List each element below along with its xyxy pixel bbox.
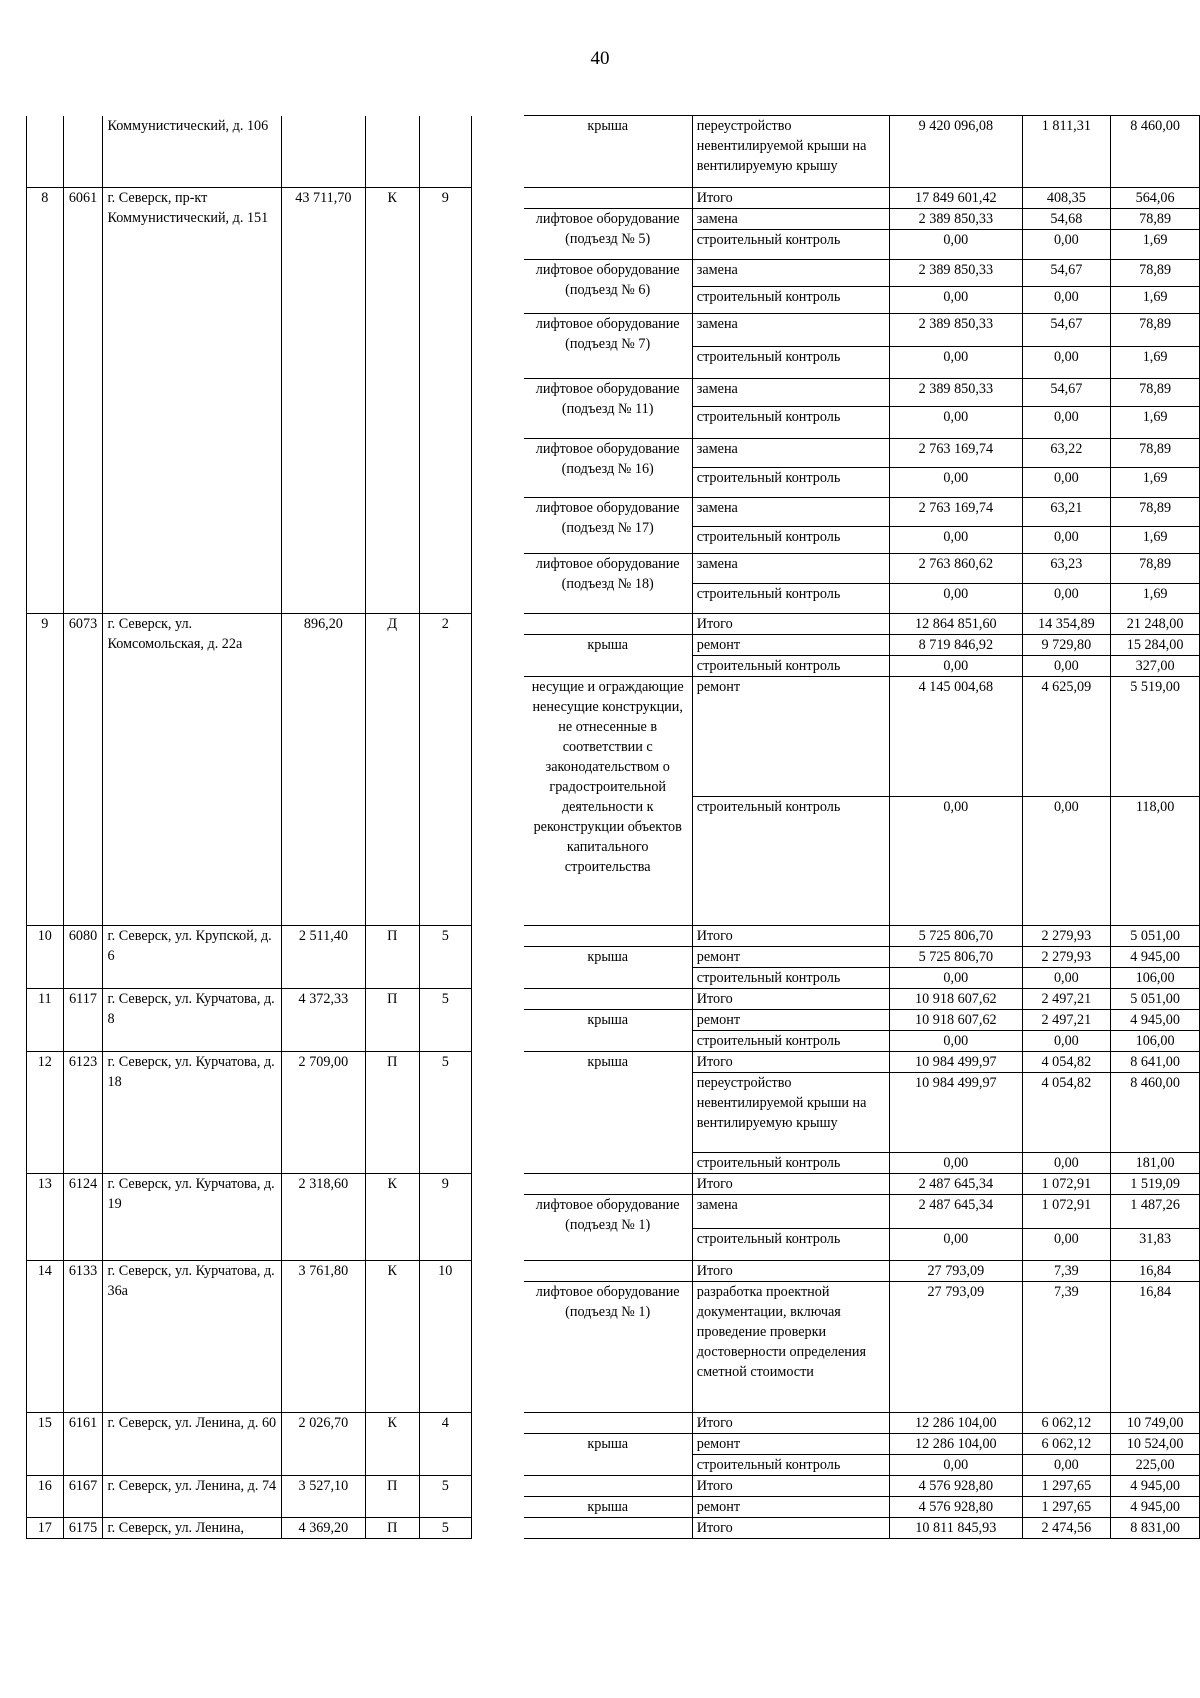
work-name-cell: ремонт — [692, 635, 889, 656]
cost-cell: 2 763 169,74 — [890, 498, 1022, 527]
floors-cell — [419, 116, 471, 188]
cost-per-m2-cell: 0,00 — [1022, 968, 1111, 989]
work-type-cell — [524, 188, 693, 209]
work-name-cell: строительный контроль — [692, 527, 889, 554]
repair-program-table — [26, 115, 1200, 1539]
table-row — [27, 1413, 1200, 1434]
cost-cell: 10 984 499,97 — [890, 1052, 1022, 1073]
cost-cell: 0,00 — [890, 1455, 1022, 1476]
cost-per-m2-cell: 0,00 — [1022, 468, 1111, 498]
floors-cell: 5 — [419, 989, 471, 1052]
limit-cost-cell: 21 248,00 — [1111, 614, 1200, 635]
address-cell: г. Северск, ул. Ленина, д. 60 — [103, 1413, 281, 1476]
area-cell: 896,20 — [281, 614, 365, 926]
limit-cost-cell: 78,89 — [1111, 379, 1200, 407]
work-name-cell: Итого — [692, 926, 889, 947]
cost-cell: 5 725 806,70 — [890, 947, 1022, 968]
work-name-cell: Итого — [692, 1476, 889, 1497]
table-row — [27, 116, 1200, 188]
floors-cell: 5 — [419, 1518, 471, 1539]
address-cell: г. Северск, ул. Курчатова, д. 18 — [103, 1052, 281, 1174]
category-cell: К — [365, 188, 419, 614]
floors-cell: 10 — [419, 1261, 471, 1413]
limit-cost-cell: 1,69 — [1111, 468, 1200, 498]
area-cell — [281, 116, 365, 188]
address-cell: г. Северск, ул. Ленина, — [103, 1518, 281, 1539]
cost-cell: 9 420 096,08 — [890, 116, 1022, 188]
cost-cell: 2 487 645,34 — [890, 1195, 1022, 1229]
category-cell: К — [365, 1413, 419, 1476]
house-code-cell: 6167 — [63, 1476, 103, 1518]
cost-cell: 4 145 004,68 — [890, 677, 1022, 797]
address-cell: Коммунистический, д. 106 — [103, 116, 281, 188]
work-name-cell: Итого — [692, 1174, 889, 1195]
house-code-cell: 6117 — [63, 989, 103, 1052]
limit-cost-cell: 4 945,00 — [1111, 1010, 1200, 1031]
table-row — [27, 188, 1200, 209]
cost-per-m2-cell: 4 625,09 — [1022, 677, 1111, 797]
cost-cell: 0,00 — [890, 1031, 1022, 1052]
work-name-cell: ремонт — [692, 1497, 889, 1518]
table-row — [27, 1518, 1200, 1539]
work-name-cell: замена — [692, 379, 889, 407]
cost-per-m2-cell: 1 072,91 — [1022, 1195, 1111, 1229]
cost-cell: 0,00 — [890, 230, 1022, 260]
work-name-cell: замена — [692, 498, 889, 527]
area-cell: 2 511,40 — [281, 926, 365, 989]
column-gap — [471, 1413, 523, 1476]
cost-cell: 8 719 846,92 — [890, 635, 1022, 656]
work-name-cell: строительный контроль — [692, 468, 889, 498]
cost-per-m2-cell: 63,22 — [1022, 439, 1111, 468]
column-gap — [471, 614, 523, 926]
column-gap — [471, 188, 523, 614]
work-name-cell: Итого — [692, 1413, 889, 1434]
cost-per-m2-cell: 4 054,82 — [1022, 1052, 1111, 1073]
cost-cell: 17 849 601,42 — [890, 188, 1022, 209]
limit-cost-cell: 1,69 — [1111, 287, 1200, 314]
limit-cost-cell: 10 749,00 — [1111, 1413, 1200, 1434]
area-cell: 2 026,70 — [281, 1413, 365, 1476]
cost-per-m2-cell: 0,00 — [1022, 584, 1111, 614]
cost-cell: 2 389 850,33 — [890, 314, 1022, 347]
limit-cost-cell: 1,69 — [1111, 527, 1200, 554]
limit-cost-cell: 8 831,00 — [1111, 1518, 1200, 1539]
floors-cell: 9 — [419, 1174, 471, 1261]
cost-per-m2-cell: 63,23 — [1022, 554, 1111, 584]
house-code-cell: 6124 — [63, 1174, 103, 1261]
cost-per-m2-cell: 54,67 — [1022, 314, 1111, 347]
limit-cost-cell: 118,00 — [1111, 797, 1200, 926]
cost-cell: 4 576 928,80 — [890, 1476, 1022, 1497]
row-number-cell: 16 — [27, 1476, 64, 1518]
row-number-cell: 17 — [27, 1518, 64, 1539]
work-name-cell: строительный контроль — [692, 1153, 889, 1174]
limit-cost-cell: 327,00 — [1111, 656, 1200, 677]
cost-per-m2-cell: 7,39 — [1022, 1261, 1111, 1282]
table-row — [27, 1174, 1200, 1195]
cost-per-m2-cell: 0,00 — [1022, 347, 1111, 379]
cost-per-m2-cell: 1 297,65 — [1022, 1497, 1111, 1518]
cost-per-m2-cell: 2 279,93 — [1022, 947, 1111, 968]
work-type-cell: несущие и ограждающие ненесущие конструкции, не отнесенные в соответствии с законодательством о градостроительной деятельности к реконструкции объектов капитального строительства — [524, 677, 693, 926]
work-type-cell: крыша — [524, 1052, 693, 1174]
cost-cell: 0,00 — [890, 968, 1022, 989]
area-cell: 3 527,10 — [281, 1476, 365, 1518]
category-cell: К — [365, 1261, 419, 1413]
limit-cost-cell: 78,89 — [1111, 439, 1200, 468]
row-number-cell: 12 — [27, 1052, 64, 1174]
cost-cell: 2 389 850,33 — [890, 209, 1022, 230]
cost-cell: 2 763 169,74 — [890, 439, 1022, 468]
work-type-cell: крыша — [524, 116, 693, 188]
limit-cost-cell: 78,89 — [1111, 314, 1200, 347]
area-cell: 4 369,20 — [281, 1518, 365, 1539]
cost-cell: 0,00 — [890, 584, 1022, 614]
work-name-cell: строительный контроль — [692, 584, 889, 614]
work-type-cell — [524, 1476, 693, 1497]
row-number-cell — [27, 116, 64, 188]
limit-cost-cell: 78,89 — [1111, 209, 1200, 230]
cost-cell: 0,00 — [890, 656, 1022, 677]
column-gap — [471, 926, 523, 989]
work-type-cell — [524, 1518, 693, 1539]
limit-cost-cell: 4 945,00 — [1111, 947, 1200, 968]
floors-cell: 5 — [419, 1052, 471, 1174]
work-name-cell: переустройство невентилируемой крыши на вентилируемую крышу — [692, 116, 889, 188]
work-type-cell: лифтовое оборудование (подъезд № 6) — [524, 260, 693, 314]
limit-cost-cell: 1,69 — [1111, 584, 1200, 614]
limit-cost-cell: 31,83 — [1111, 1229, 1200, 1261]
cost-cell: 10 984 499,97 — [890, 1073, 1022, 1153]
work-type-cell: лифтовое оборудование (подъезд № 11) — [524, 379, 693, 439]
limit-cost-cell: 10 524,00 — [1111, 1434, 1200, 1455]
work-name-cell: замена — [692, 1195, 889, 1229]
table-row — [27, 926, 1200, 947]
work-type-cell: лифтовое оборудование (подъезд № 16) — [524, 439, 693, 498]
address-cell: г. Северск, ул. Курчатова, д. 36а — [103, 1261, 281, 1413]
work-name-cell: замена — [692, 554, 889, 584]
cost-cell: 0,00 — [890, 1229, 1022, 1261]
table-row — [27, 1261, 1200, 1282]
work-name-cell: строительный контроль — [692, 1031, 889, 1052]
cost-cell: 0,00 — [890, 1153, 1022, 1174]
cost-cell: 10 811 845,93 — [890, 1518, 1022, 1539]
work-type-cell — [524, 1261, 693, 1282]
work-name-cell: строительный контроль — [692, 1455, 889, 1476]
limit-cost-cell: 5 519,00 — [1111, 677, 1200, 797]
category-cell: П — [365, 1518, 419, 1539]
area-cell: 2 318,60 — [281, 1174, 365, 1261]
cost-per-m2-cell: 0,00 — [1022, 287, 1111, 314]
work-name-cell: Итого — [692, 989, 889, 1010]
work-name-cell: замена — [692, 260, 889, 287]
work-type-cell — [524, 1413, 693, 1434]
column-gap — [471, 1052, 523, 1174]
limit-cost-cell: 8 460,00 — [1111, 1073, 1200, 1153]
limit-cost-cell: 15 284,00 — [1111, 635, 1200, 656]
limit-cost-cell: 78,89 — [1111, 498, 1200, 527]
cost-per-m2-cell: 408,35 — [1022, 188, 1111, 209]
column-gap — [471, 116, 523, 188]
area-cell: 2 709,00 — [281, 1052, 365, 1174]
work-type-cell: крыша — [524, 635, 693, 677]
work-name-cell: ремонт — [692, 1434, 889, 1455]
category-cell: П — [365, 926, 419, 989]
work-type-cell: лифтовое оборудование (подъезд № 1) — [524, 1282, 693, 1413]
work-type-cell: крыша — [524, 1010, 693, 1052]
work-name-cell: Итого — [692, 1052, 889, 1073]
column-gap — [471, 1261, 523, 1413]
cost-cell: 10 918 607,62 — [890, 989, 1022, 1010]
limit-cost-cell: 1,69 — [1111, 347, 1200, 379]
house-code-cell — [63, 116, 103, 188]
limit-cost-cell: 564,06 — [1111, 188, 1200, 209]
limit-cost-cell: 1 519,09 — [1111, 1174, 1200, 1195]
cost-per-m2-cell: 63,21 — [1022, 498, 1111, 527]
row-number-cell: 9 — [27, 614, 64, 926]
cost-cell: 4 576 928,80 — [890, 1497, 1022, 1518]
floors-cell: 2 — [419, 614, 471, 926]
cost-cell: 12 286 104,00 — [890, 1413, 1022, 1434]
work-name-cell: ремонт — [692, 677, 889, 797]
cost-per-m2-cell: 9 729,80 — [1022, 635, 1111, 656]
work-type-cell — [524, 1174, 693, 1195]
limit-cost-cell: 4 945,00 — [1111, 1476, 1200, 1497]
limit-cost-cell: 16,84 — [1111, 1261, 1200, 1282]
cost-per-m2-cell: 0,00 — [1022, 230, 1111, 260]
work-name-cell: строительный контроль — [692, 656, 889, 677]
work-name-cell: строительный контроль — [692, 230, 889, 260]
floors-cell: 9 — [419, 188, 471, 614]
cost-per-m2-cell: 6 062,12 — [1022, 1413, 1111, 1434]
row-number-cell: 11 — [27, 989, 64, 1052]
cost-per-m2-cell: 54,68 — [1022, 209, 1111, 230]
cost-per-m2-cell: 7,39 — [1022, 1282, 1111, 1413]
address-cell: г. Северск, ул. Курчатова, д. 19 — [103, 1174, 281, 1261]
cost-cell: 0,00 — [890, 797, 1022, 926]
house-code-cell: 6061 — [63, 188, 103, 614]
work-name-cell: строительный контроль — [692, 968, 889, 989]
work-name-cell: ремонт — [692, 947, 889, 968]
work-name-cell: Итого — [692, 188, 889, 209]
area-cell: 43 711,70 — [281, 188, 365, 614]
page-number: 40 — [590, 48, 610, 69]
cost-per-m2-cell: 2 279,93 — [1022, 926, 1111, 947]
limit-cost-cell: 8 641,00 — [1111, 1052, 1200, 1073]
limit-cost-cell: 5 051,00 — [1111, 989, 1200, 1010]
table-row — [27, 614, 1200, 635]
cost-per-m2-cell: 2 497,21 — [1022, 1010, 1111, 1031]
cost-cell: 2 763 860,62 — [890, 554, 1022, 584]
cost-per-m2-cell: 54,67 — [1022, 260, 1111, 287]
cost-cell: 0,00 — [890, 468, 1022, 498]
limit-cost-cell: 106,00 — [1111, 1031, 1200, 1052]
limit-cost-cell: 4 945,00 — [1111, 1497, 1200, 1518]
floors-cell: 4 — [419, 1413, 471, 1476]
category-cell: К — [365, 1174, 419, 1261]
cost-cell: 0,00 — [890, 407, 1022, 439]
address-cell: г. Северск, ул. Крупской, д. 6 — [103, 926, 281, 989]
limit-cost-cell: 1,69 — [1111, 407, 1200, 439]
work-type-cell: лифтовое оборудование (подъезд № 1) — [524, 1195, 693, 1261]
area-cell: 4 372,33 — [281, 989, 365, 1052]
cost-per-m2-cell: 1 297,65 — [1022, 1476, 1111, 1497]
cost-cell: 5 725 806,70 — [890, 926, 1022, 947]
row-number-cell: 10 — [27, 926, 64, 989]
floors-cell: 5 — [419, 926, 471, 989]
work-name-cell: строительный контроль — [692, 1229, 889, 1261]
area-cell: 3 761,80 — [281, 1261, 365, 1413]
work-name-cell: строительный контроль — [692, 407, 889, 439]
cost-cell: 12 864 851,60 — [890, 614, 1022, 635]
table-row — [27, 989, 1200, 1010]
cost-per-m2-cell: 0,00 — [1022, 1455, 1111, 1476]
limit-cost-cell: 78,89 — [1111, 554, 1200, 584]
work-name-cell: ремонт — [692, 1010, 889, 1031]
category-cell: П — [365, 1476, 419, 1518]
address-cell: г. Северск, ул. Курчатова, д. 8 — [103, 989, 281, 1052]
work-name-cell: Итого — [692, 1261, 889, 1282]
table-body — [27, 116, 1200, 1539]
work-type-cell: лифтовое оборудование (подъезд № 18) — [524, 554, 693, 614]
work-type-cell: крыша — [524, 1497, 693, 1518]
work-name-cell: строительный контроль — [692, 287, 889, 314]
limit-cost-cell: 1 487,26 — [1111, 1195, 1200, 1229]
cost-cell: 0,00 — [890, 347, 1022, 379]
cost-per-m2-cell: 2 497,21 — [1022, 989, 1111, 1010]
house-code-cell: 6080 — [63, 926, 103, 989]
category-cell — [365, 116, 419, 188]
limit-cost-cell: 1,69 — [1111, 230, 1200, 260]
column-gap — [471, 1174, 523, 1261]
work-name-cell: Итого — [692, 614, 889, 635]
limit-cost-cell: 181,00 — [1111, 1153, 1200, 1174]
limit-cost-cell: 8 460,00 — [1111, 116, 1200, 188]
cost-per-m2-cell: 14 354,89 — [1022, 614, 1111, 635]
address-cell: г. Северск, ул. Комсомольская, д. 22а — [103, 614, 281, 926]
cost-per-m2-cell: 2 474,56 — [1022, 1518, 1111, 1539]
cost-per-m2-cell: 1 811,31 — [1022, 116, 1111, 188]
cost-per-m2-cell: 0,00 — [1022, 407, 1111, 439]
limit-cost-cell: 106,00 — [1111, 968, 1200, 989]
row-number-cell: 14 — [27, 1261, 64, 1413]
cost-per-m2-cell: 4 054,82 — [1022, 1073, 1111, 1153]
house-code-cell: 6133 — [63, 1261, 103, 1413]
work-type-cell: лифтовое оборудование (подъезд № 7) — [524, 314, 693, 379]
cost-cell: 27 793,09 — [890, 1282, 1022, 1413]
house-code-cell: 6123 — [63, 1052, 103, 1174]
work-type-cell: крыша — [524, 1434, 693, 1476]
cost-cell: 12 286 104,00 — [890, 1434, 1022, 1455]
row-number-cell: 13 — [27, 1174, 64, 1261]
house-code-cell: 6073 — [63, 614, 103, 926]
work-type-cell: лифтовое оборудование (подъезд № 17) — [524, 498, 693, 554]
cost-per-m2-cell: 1 072,91 — [1022, 1174, 1111, 1195]
cost-per-m2-cell: 0,00 — [1022, 527, 1111, 554]
table-row — [27, 1476, 1200, 1497]
work-name-cell: разработка проектной документации, включая проведение проверки достоверности определения сметной стоимости — [692, 1282, 889, 1413]
address-cell: г. Северск, пр-кт Коммунистический, д. 151 — [103, 188, 281, 614]
category-cell: П — [365, 989, 419, 1052]
cost-cell: 0,00 — [890, 287, 1022, 314]
cost-per-m2-cell: 0,00 — [1022, 1229, 1111, 1261]
work-type-cell — [524, 614, 693, 635]
work-name-cell: замена — [692, 209, 889, 230]
floors-cell: 5 — [419, 1476, 471, 1518]
row-number-cell: 15 — [27, 1413, 64, 1476]
cost-per-m2-cell: 0,00 — [1022, 656, 1111, 677]
column-gap — [471, 1518, 523, 1539]
work-name-cell: Итого — [692, 1518, 889, 1539]
column-gap — [471, 1476, 523, 1518]
address-cell: г. Северск, ул. Ленина, д. 74 — [103, 1476, 281, 1518]
work-name-cell: строительный контроль — [692, 797, 889, 926]
category-cell: Д — [365, 614, 419, 926]
work-name-cell: строительный контроль — [692, 347, 889, 379]
row-number-cell: 8 — [27, 188, 64, 614]
work-type-cell — [524, 989, 693, 1010]
limit-cost-cell: 225,00 — [1111, 1455, 1200, 1476]
column-gap — [471, 989, 523, 1052]
work-type-cell: крыша — [524, 947, 693, 989]
house-code-cell: 6175 — [63, 1518, 103, 1539]
cost-cell: 10 918 607,62 — [890, 1010, 1022, 1031]
work-type-cell: лифтовое оборудование (подъезд № 5) — [524, 209, 693, 260]
limit-cost-cell: 78,89 — [1111, 260, 1200, 287]
category-cell: П — [365, 1052, 419, 1174]
work-type-cell — [524, 926, 693, 947]
limit-cost-cell: 16,84 — [1111, 1282, 1200, 1413]
table-row — [27, 1052, 1200, 1073]
house-code-cell: 6161 — [63, 1413, 103, 1476]
cost-per-m2-cell: 0,00 — [1022, 797, 1111, 926]
cost-cell: 0,00 — [890, 527, 1022, 554]
cost-cell: 2 389 850,33 — [890, 260, 1022, 287]
cost-per-m2-cell: 6 062,12 — [1022, 1434, 1111, 1455]
cost-cell: 2 389 850,33 — [890, 379, 1022, 407]
cost-cell: 2 487 645,34 — [890, 1174, 1022, 1195]
cost-per-m2-cell: 0,00 — [1022, 1031, 1111, 1052]
limit-cost-cell: 5 051,00 — [1111, 926, 1200, 947]
cost-per-m2-cell: 54,67 — [1022, 379, 1111, 407]
work-name-cell: замена — [692, 439, 889, 468]
work-name-cell: переустройство невентилируемой крыши на вентилируемую крышу — [692, 1073, 889, 1153]
cost-per-m2-cell: 0,00 — [1022, 1153, 1111, 1174]
work-name-cell: замена — [692, 314, 889, 347]
cost-cell: 27 793,09 — [890, 1261, 1022, 1282]
